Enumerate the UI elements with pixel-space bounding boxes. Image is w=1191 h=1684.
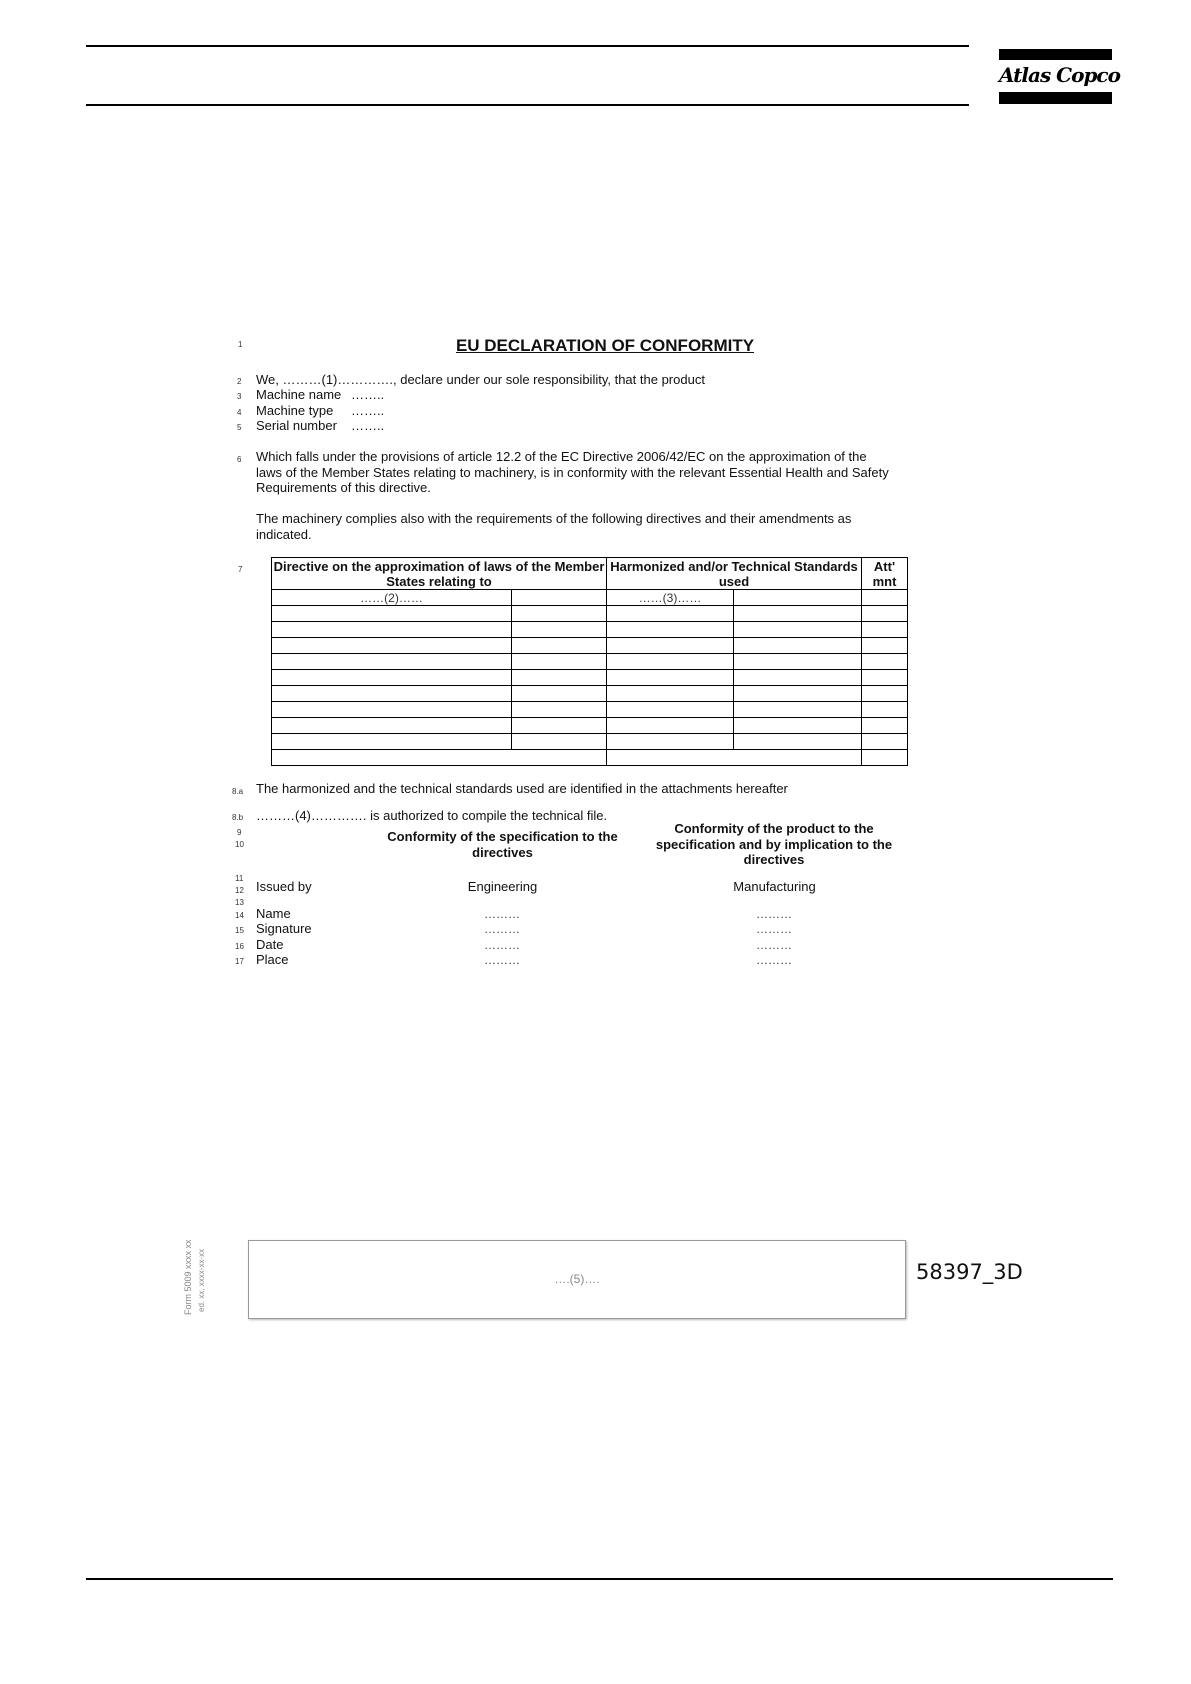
line-number: 17 bbox=[235, 957, 244, 966]
engineering-date-value: ……… bbox=[484, 938, 520, 952]
engineering-label: Engineering bbox=[467, 879, 538, 894]
engineering-place-value: ……… bbox=[484, 953, 520, 967]
table-row bbox=[272, 654, 908, 670]
manufacturing-name-value: ……… bbox=[756, 907, 792, 921]
line-number: 4 bbox=[237, 408, 242, 417]
table-row bbox=[272, 638, 908, 654]
harmonized-statement: The harmonized and the technical standards used are identified in the attachments hereafter bbox=[256, 781, 788, 796]
line-number: 15 bbox=[235, 926, 244, 935]
machine-name-value: …….. bbox=[351, 387, 385, 402]
manufacturing-date-value: ……… bbox=[756, 938, 792, 952]
header-rule-top bbox=[86, 45, 969, 47]
table-row bbox=[272, 606, 908, 622]
standards-column-header: Harmonized and/or Technical Standards used bbox=[607, 558, 862, 590]
line-number: 14 bbox=[235, 911, 244, 920]
table-row bbox=[272, 590, 908, 606]
complies-paragraph: The machinery complies also with the requirements of the following directives and their amendments as indicated. bbox=[256, 511, 852, 542]
line-number: 8.a bbox=[232, 787, 244, 796]
form-number: Form 5009 xxxx xx bbox=[183, 1239, 193, 1315]
line-number: 12 bbox=[235, 886, 244, 895]
standards-placeholder: ……(3)…… bbox=[607, 590, 734, 606]
engineering-signature-value: ……… bbox=[484, 922, 520, 936]
line-number: 3 bbox=[237, 392, 242, 401]
table-row bbox=[272, 686, 908, 702]
form-title: EU DECLARATION OF CONFORMITY bbox=[455, 336, 755, 355]
provisions-paragraph: Which falls under the provisions of article 12.2 of the EC Directive 2006/42/EC on the approximation of the laws of the Member States relating to machinery, is in conformity with the relevant Essential Health and Safety Requirements of this directive. bbox=[256, 449, 889, 495]
machine-type-label: Machine type bbox=[256, 403, 334, 418]
machine-type-value: …….. bbox=[351, 403, 385, 418]
conformity-spec-header: Conformity of the specification to the directives bbox=[387, 829, 618, 860]
serial-number-value: …….. bbox=[351, 418, 385, 433]
form-edition: ed. xx, xxxx-xx-xx bbox=[197, 1248, 206, 1312]
table-row bbox=[272, 670, 908, 686]
line-number: 1 bbox=[238, 340, 243, 349]
line-number: 13 bbox=[235, 898, 244, 907]
manufacturing-signature-value: ……… bbox=[756, 922, 792, 936]
machine-name-label: Machine name bbox=[256, 387, 342, 402]
line-number: 8.b bbox=[232, 813, 244, 822]
table-row bbox=[272, 702, 908, 718]
header-rule-bottom bbox=[86, 104, 969, 106]
directive-placeholder: ……(2)…… bbox=[272, 590, 512, 606]
line-number: 7 bbox=[238, 565, 243, 574]
line-number: 6 bbox=[237, 455, 242, 464]
figure-code: 58397_3D bbox=[916, 1260, 1023, 1284]
manufacturing-place-value: ……… bbox=[756, 953, 792, 967]
table-row bbox=[272, 750, 908, 766]
line-number: 10 bbox=[235, 840, 244, 849]
footer-box bbox=[248, 1240, 906, 1319]
line-number: 5 bbox=[237, 423, 242, 432]
issued-by-label: Issued by bbox=[256, 879, 312, 894]
table-row bbox=[272, 734, 908, 750]
table-row bbox=[272, 622, 908, 638]
line-number: 16 bbox=[235, 942, 244, 951]
date-label: Date bbox=[256, 937, 284, 952]
place-label: Place bbox=[256, 952, 289, 967]
serial-number-label: Serial number bbox=[256, 418, 337, 433]
atlas-copco-logo bbox=[999, 49, 1120, 105]
table-row bbox=[272, 718, 908, 734]
logo-wordmark: Atlas Copco bbox=[999, 63, 1120, 87]
line-number: 9 bbox=[237, 828, 242, 837]
line-number: 2 bbox=[237, 377, 242, 386]
directive-column-header: Directive on the approximation of laws of the Member States relating to bbox=[272, 558, 607, 590]
authorized-statement: ………(4)…………. is authorized to compile the technical file. bbox=[256, 808, 608, 823]
engineering-name-value: ……… bbox=[484, 907, 520, 921]
we-line: We, ………(1)…………., declare under our sole responsibility, that the product bbox=[256, 372, 705, 387]
box5-placeholder: ….(5)…. bbox=[554, 1272, 600, 1286]
directives-table bbox=[271, 557, 908, 766]
manufacturing-label: Manufacturing bbox=[733, 879, 816, 894]
conformity-product-header: Conformity of the product to the specification and by implication to the directives bbox=[655, 821, 893, 867]
signature-label: Signature bbox=[256, 921, 312, 936]
line-number: 11 bbox=[235, 874, 244, 883]
attachment-column-header: Att' mnt bbox=[862, 558, 908, 590]
footer-rule bbox=[86, 1578, 1113, 1580]
name-label: Name bbox=[256, 906, 291, 921]
